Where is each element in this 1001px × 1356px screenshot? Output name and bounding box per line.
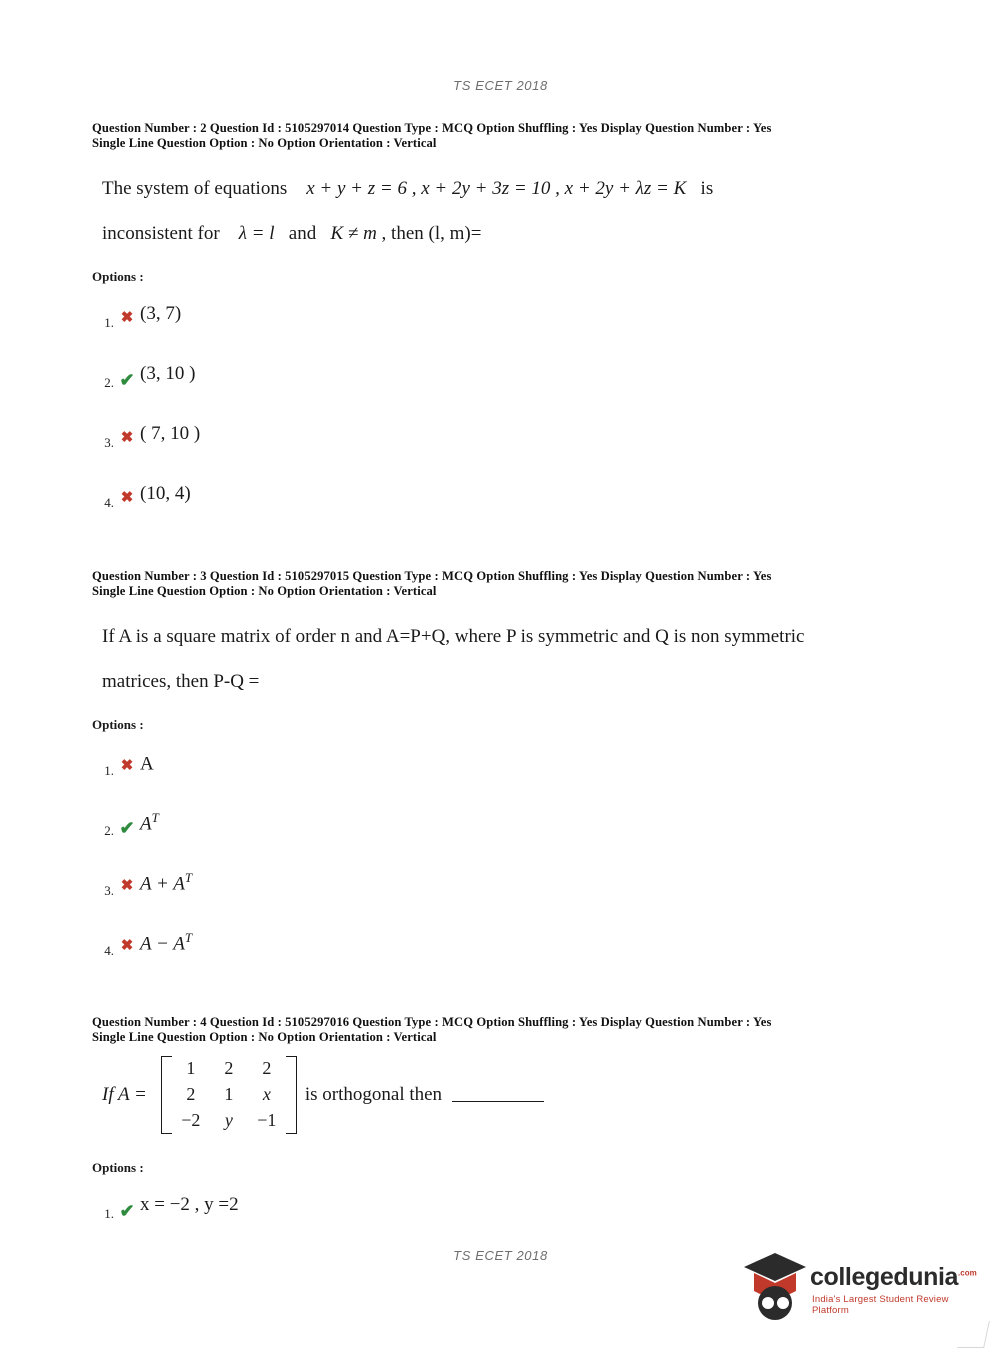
option-superscript: T: [184, 929, 193, 945]
options-list-2: [92, 299, 909, 525]
question-stem-3: [102, 614, 909, 705]
option-text: ( 7, 10 ): [140, 422, 201, 444]
matrix-cell: x: [262, 1084, 271, 1105]
question-block-2: [92, 121, 909, 525]
option-number: 3.: [104, 882, 114, 898]
question-meta-line2: Single Line Question Option : No Option Orientation : Vertical: [92, 584, 437, 599]
stem-lead: If A =: [102, 1083, 147, 1105]
page-corner-fold: [957, 1321, 990, 1348]
option-row[interactable]: [92, 1190, 909, 1236]
option-row[interactable]: [92, 479, 909, 525]
stem-text: The system of equations: [102, 177, 288, 199]
option-number: 3.: [104, 434, 114, 450]
option-number: 4.: [104, 494, 114, 510]
option-base: A − A: [140, 933, 185, 955]
options-label-3: Options :: [92, 716, 144, 732]
check-icon: ✔: [119, 817, 135, 838]
question-meta-line1: Question Number : 4 Question Id : 5105297016 Question Type : MCQ Option Shuffling : Yes Display Question Number : Yes: [92, 1014, 772, 1029]
check-icon: ✔: [119, 369, 135, 390]
stem-equation: x + y + z = 6 , x + 2y + 3z = 10 , x + 2y + λz = K: [306, 177, 687, 199]
answer-blank: [452, 1087, 544, 1102]
stem-then: , then (l, m)=: [381, 223, 482, 245]
question-stem-line-1: [102, 166, 909, 212]
matrix-cell: −2: [181, 1110, 201, 1131]
logo-tagline: India's Largest Student Review Platform: [812, 1294, 949, 1316]
question-meta-line1: Question Number : 2 Question Id : 5105297014 Question Type : MCQ Option Shuffling : Yes Display Question Number : Yes: [92, 121, 772, 135]
options-label-2: Options :: [92, 268, 144, 284]
option-text: [140, 807, 159, 837]
option-text: (3, 7): [140, 302, 182, 324]
question-stem-line-2: matrices, then P-Q =: [102, 671, 260, 693]
question-meta-2: [92, 121, 909, 152]
question-stem-4: [102, 1056, 909, 1134]
question-meta-line2: Single Line Question Option : No Option Orientation : Vertical: [92, 136, 437, 151]
option-row[interactable]: [92, 807, 909, 853]
option-superscript: T: [151, 809, 159, 825]
question-block-4: [92, 1015, 909, 1236]
question-meta-line2: Single Line Question Option : No Option Orientation : Vertical: [92, 1030, 437, 1045]
stem-text-2: inconsistent for: [102, 223, 220, 245]
stem-text-tail: is: [700, 177, 714, 199]
bracket-right: [286, 1056, 297, 1134]
check-icon: ✔: [119, 1200, 135, 1221]
option-text: [140, 747, 154, 777]
option-text: (10, 4): [140, 482, 191, 504]
option-number: 1.: [104, 762, 114, 778]
running-head: TS ECET 2018: [453, 78, 548, 93]
question-block-3: [92, 569, 909, 973]
option-text: [140, 867, 192, 897]
collegedunia-logo: [742, 1245, 977, 1331]
matrix-grid: [172, 1056, 286, 1134]
option-number: 2.: [104, 822, 114, 838]
matrix-cell: y: [224, 1110, 233, 1131]
option-row[interactable]: [92, 419, 909, 465]
matrix-cell: 1: [186, 1058, 196, 1079]
option-text: [140, 927, 192, 957]
cross-icon: ✖: [120, 937, 134, 954]
graduate-icon: [742, 1247, 808, 1323]
matrix-cell: 2: [186, 1084, 196, 1105]
option-superscript: T: [184, 869, 193, 885]
option-text: x = −2 , y =2: [140, 1193, 239, 1215]
running-foot: TS ECET 2018: [453, 1248, 548, 1263]
cross-icon: ✖: [120, 429, 134, 446]
option-base: A + A: [140, 873, 185, 895]
question-stem-line-1: If A is a square matrix of order n and A=P+Q, where P is symmetric and Q is non symmetric: [102, 625, 805, 647]
option-row[interactable]: [92, 299, 909, 345]
question-stem-line-2: [102, 211, 909, 257]
option-base: A: [140, 753, 154, 775]
matrix-cell: 1: [224, 1084, 234, 1105]
logo-wordmark: [810, 1263, 977, 1292]
option-text: (3, 10 ): [140, 362, 196, 384]
cross-icon: ✖: [120, 309, 134, 326]
matrix-cell: −1: [257, 1110, 277, 1131]
options-list-3: [92, 747, 909, 973]
question-meta-3: [92, 569, 909, 600]
options-label-4: Options :: [92, 1159, 144, 1175]
option-row[interactable]: [92, 747, 909, 793]
stem-lambda-condition: λ = l: [238, 223, 275, 245]
stem-and: and: [288, 223, 317, 245]
option-row[interactable]: [92, 359, 909, 405]
option-base: A: [140, 813, 152, 835]
bracket-left: [161, 1056, 172, 1134]
question-meta-line1: Question Number : 3 Question Id : 5105297015 Question Type : MCQ Option Shuffling : Yes Display Question Number : Yes: [92, 568, 772, 583]
cross-icon: ✖: [120, 489, 134, 506]
option-number: 1.: [104, 314, 114, 330]
option-number: 4.: [104, 942, 114, 958]
option-number: 2.: [104, 374, 114, 390]
matrix-cell: 2: [224, 1058, 234, 1079]
logo-tld: .com: [958, 1268, 977, 1278]
matrix-cell: 2: [262, 1058, 272, 1079]
logo-name: collegedunia: [810, 1263, 959, 1291]
options-list-4: [92, 1190, 909, 1236]
matrix-a: [161, 1056, 297, 1134]
cross-icon: ✖: [120, 877, 134, 894]
cross-icon: ✖: [120, 757, 134, 774]
question-stem-2: [102, 166, 909, 257]
option-row[interactable]: [92, 927, 909, 973]
stem-tail: is orthogonal then: [304, 1083, 443, 1105]
stem-k-condition: K ≠ m: [330, 223, 377, 245]
option-row[interactable]: [92, 867, 909, 913]
option-number: 1.: [104, 1205, 114, 1221]
question-meta-4: [92, 1015, 909, 1046]
